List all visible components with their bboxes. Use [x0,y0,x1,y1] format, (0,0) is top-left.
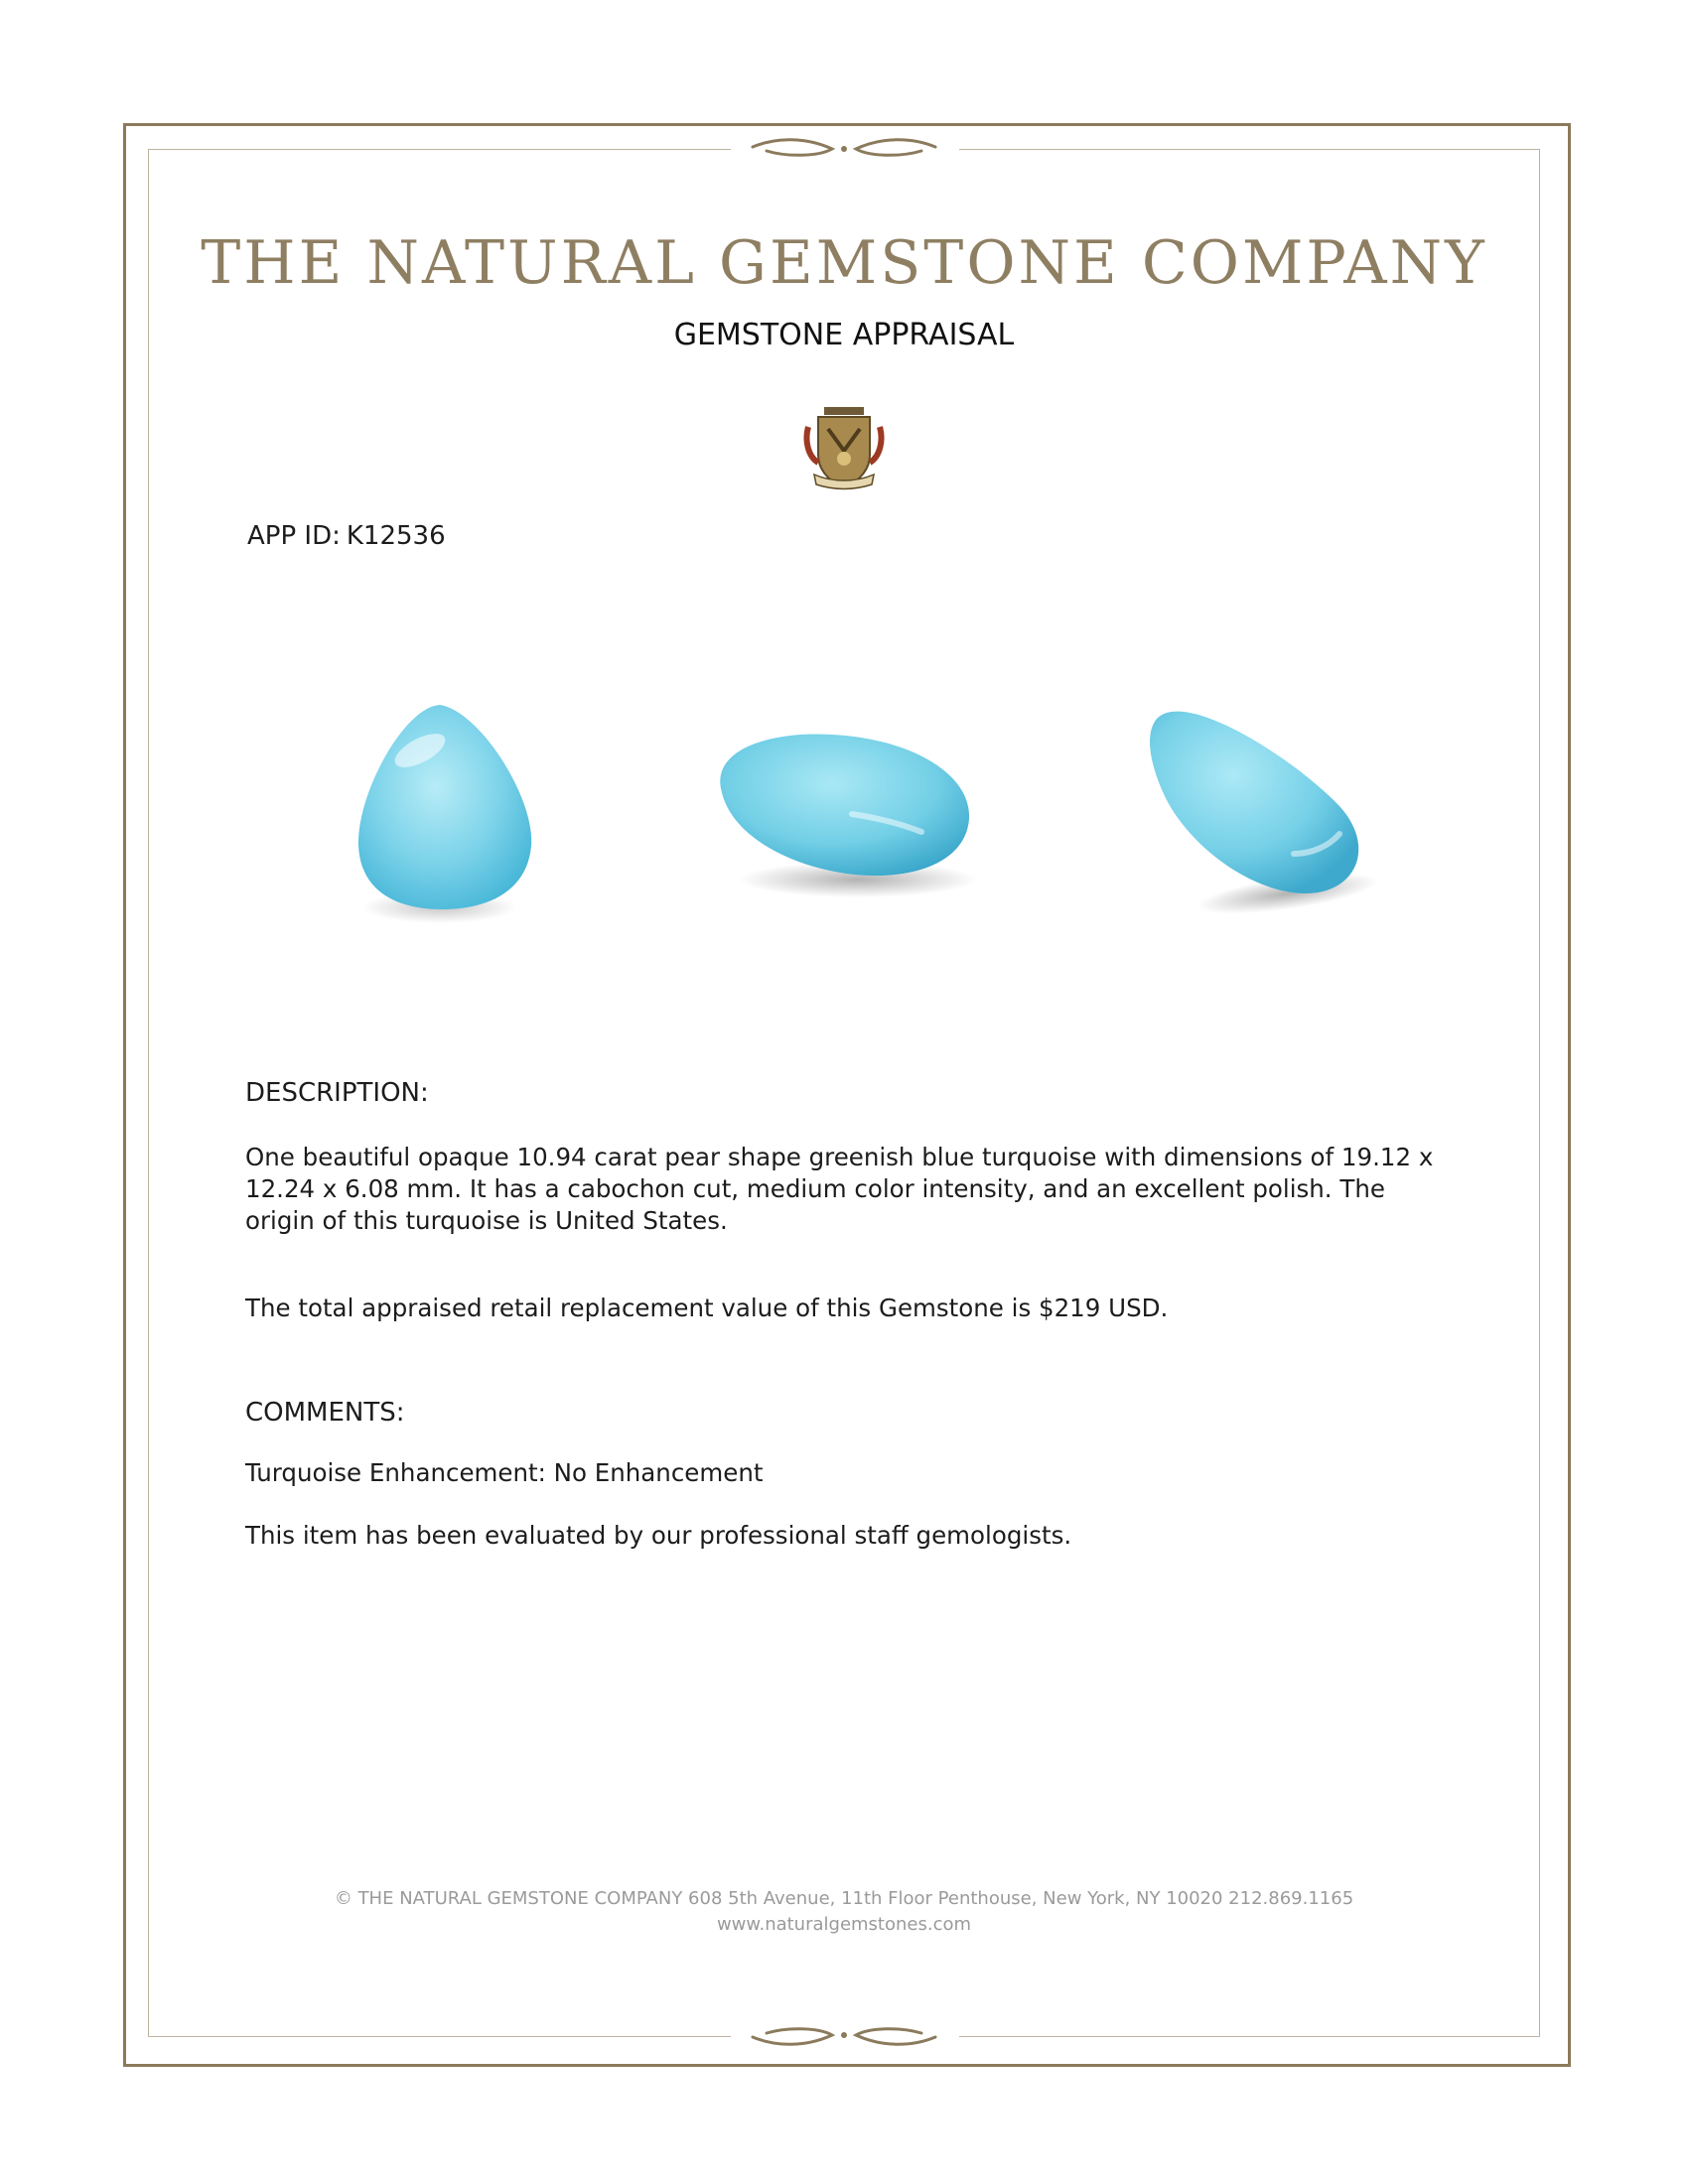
gemstone-photo-angled [1061,619,1435,993]
app-id [247,521,452,551]
app-id-value: K12536 [346,521,446,551]
description-text: One beautiful opaque 10.94 carat pear shape greenish blue turquoise with dimensions of 19.12 x 12.24 x 6.08 mm. It has a cabochon cut, medium color intensity, and an excellent polish. The origin of this turquoise is United States. [245,1143,1434,1235]
description-label: DESCRIPTION: [245,1078,429,1108]
crest-logo-icon [802,401,886,496]
gemstone-photo-top [245,619,619,993]
evaluation-comment: This item has been evaluated by our professional staff gemologists. [245,1521,1072,1550]
comments-label: COMMENTS: [245,1398,405,1428]
document-title: GEMSTONE APPRAISAL [673,318,1015,352]
app-id-label: APP ID: [247,521,341,551]
turquoise-angled-view-image [1061,619,1435,993]
turquoise-top-view-image [245,619,619,993]
top-flourish-icon [747,135,941,163]
bottom-flourish-icon [747,2021,941,2049]
turquoise-side-view-image [653,619,1027,993]
enhancement-comment: Turquoise Enhancement: No Enhancement [245,1458,764,1487]
footer-website-link[interactable]: www.naturalgemstones.com [716,1914,972,1935]
company-name: THE NATURAL GEMSTONE COMPANY [201,228,1487,298]
footer-address: © THE NATURAL GEMSTONE COMPANY 608 5th Avenue, 11th Floor Penthouse, New York, NY 10020 212.869.1165 [334,1888,1354,1909]
appraised-value-statement: The total appraised retail replacement value of this Gemstone is $219 USD. [245,1294,1169,1322]
gemstone-photo-side [653,619,1027,993]
